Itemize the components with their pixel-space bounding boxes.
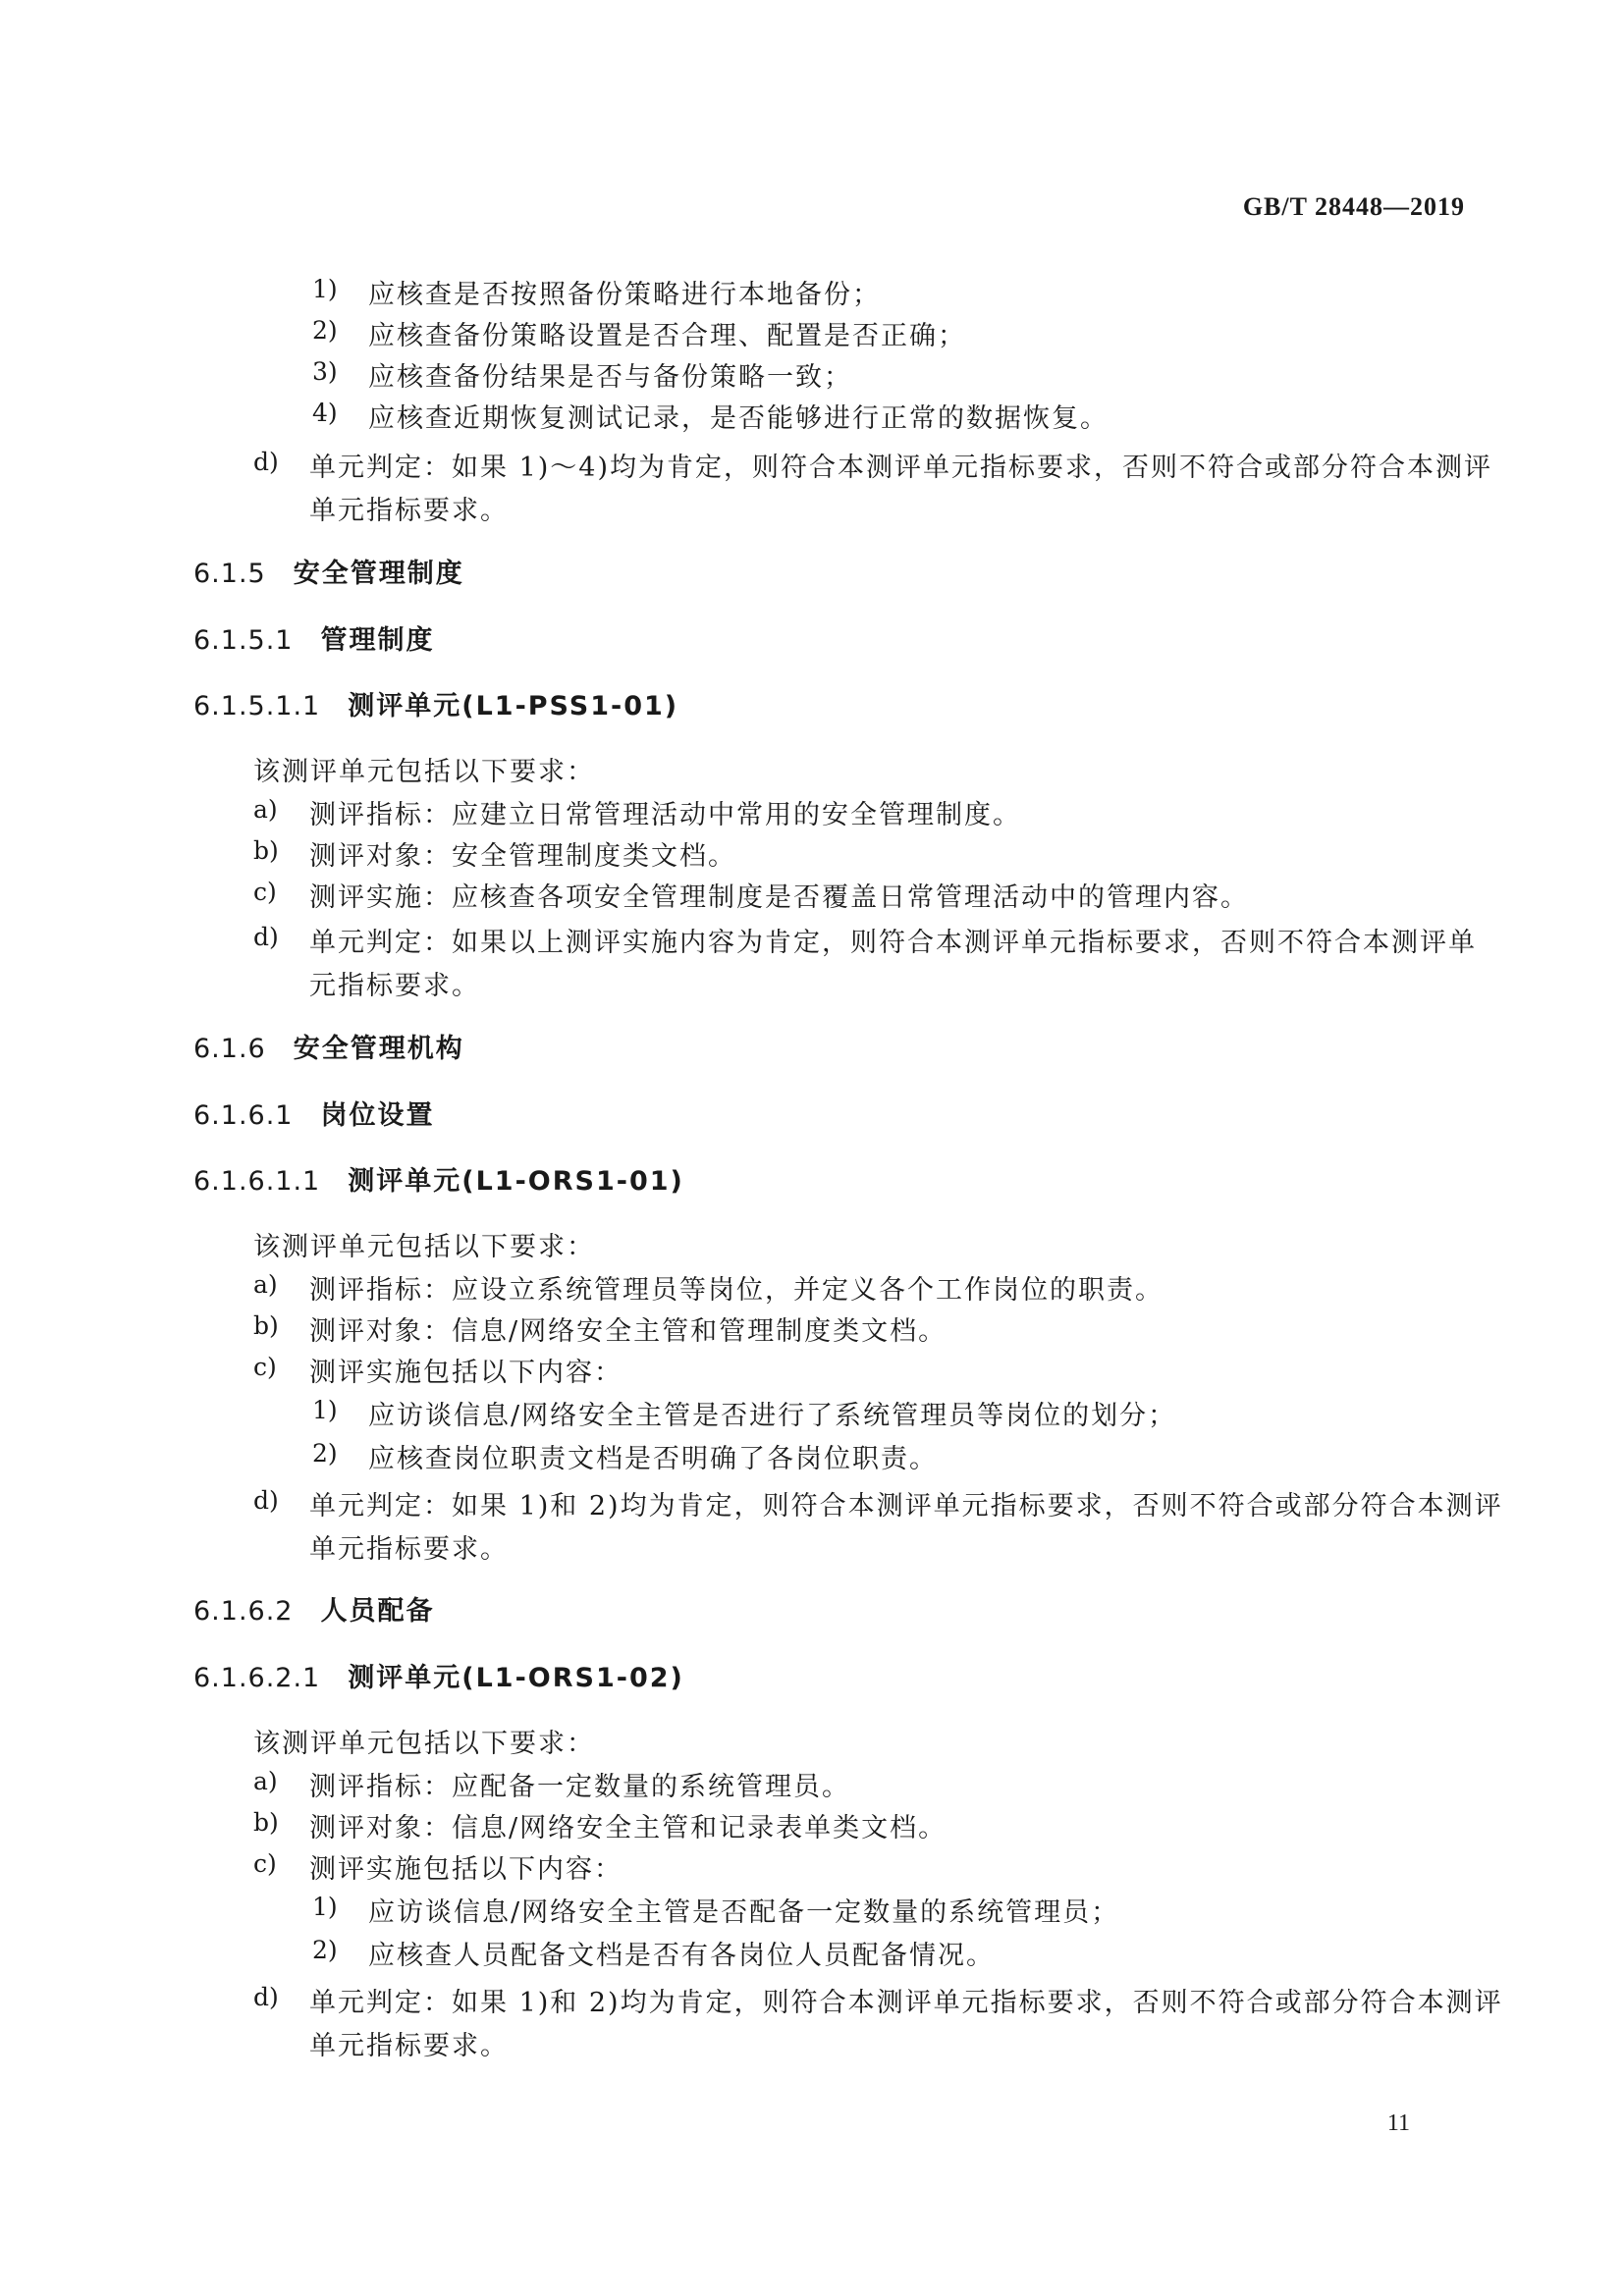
list-item: 应访谈信息/网络安全主管是否进行了系统管理员等岗位的划分；: [368, 1401, 1177, 1431]
section-number: 6.1.6.2: [193, 1596, 294, 1627]
judgement-text: 单元判定：如果以上测评实施内容为肯定，则符合本测评单元指标要求，否则不符合本测评单: [309, 928, 1477, 958]
list-item: 测评实施包括以下内容：: [309, 1358, 623, 1388]
section-heading: [193, 1656, 684, 1694]
section-heading: [193, 1159, 684, 1198]
section-number: 6.1.6.1.1: [193, 1166, 321, 1197]
judgement-text-cont: 单元指标要求。: [309, 2031, 509, 2061]
section-heading: [193, 552, 464, 590]
list-marker: 4): [312, 399, 338, 427]
list-marker: d): [253, 448, 279, 476]
section-heading: [193, 684, 678, 722]
list-item: 应核查人员配备文档是否有各岗位人员配备情况。: [368, 1941, 995, 1971]
section-heading: [193, 1094, 434, 1132]
judgement-text-cont: 元指标要求。: [309, 971, 480, 1001]
intro-text: 该测评单元包括以下要求：: [253, 1232, 595, 1262]
judgement-text: 单元判定：如果 1)和 2)均为肯定，则符合本测评单元指标要求，否则不符合或部分符合本测评: [309, 1491, 1503, 1522]
list-marker: c): [253, 878, 277, 906]
section-title: 安全管理机构: [293, 1034, 464, 1064]
list-item: 测评对象：信息/网络安全主管和管理制度类文档。: [309, 1316, 947, 1347]
list-marker: d): [253, 1983, 279, 2011]
list-item: 测评指标：应设立系统管理员等岗位，并定义各个工作岗位的职责。: [309, 1275, 1164, 1306]
list-marker: c): [253, 1849, 277, 1878]
section-title: 岗位设置: [320, 1100, 435, 1131]
page-number: 11: [1386, 2110, 1410, 2136]
section-number: 6.1.5.1: [193, 625, 294, 656]
section-number: 6.1.5.1.1: [193, 691, 321, 721]
section-number: 6.1.6.1: [193, 1100, 294, 1131]
list-item: 测评实施：应核查各项安全管理制度是否覆盖日常管理活动中的管理内容。: [309, 882, 1249, 913]
list-marker: a): [253, 795, 278, 824]
list-item: 测评实施包括以下内容：: [309, 1854, 623, 1885]
list-item: 测评对象：信息/网络安全主管和记录表单类文档。: [309, 1813, 947, 1843]
intro-text: 该测评单元包括以下要求：: [253, 1729, 595, 1759]
standard-code: GB/T 28448—2019: [1242, 192, 1465, 221]
list-marker: 1): [312, 1893, 338, 1921]
list-marker: 2): [312, 1439, 338, 1468]
list-item: 测评对象：安全管理制度类文档。: [309, 841, 736, 872]
list-marker: d): [253, 923, 279, 951]
judgement-text-cont: 单元指标要求。: [309, 496, 509, 526]
list-item: 应核查岗位职责文档是否明确了各岗位职责。: [368, 1444, 938, 1474]
list-item: 应核查备份策略设置是否合理、配置是否正确；: [368, 321, 966, 351]
section-number: 6.1.6: [193, 1034, 266, 1064]
list-item: 应核查备份结果是否与备份策略一致；: [368, 362, 852, 393]
section-title: 管理制度: [320, 625, 435, 656]
list-item: 应核查近期恢复测试记录，是否能够进行正常的数据恢复。: [368, 403, 1109, 434]
section-title: 人员配备: [320, 1596, 435, 1627]
section-heading: [193, 618, 434, 657]
list-item: 测评指标：应建立日常管理活动中常用的安全管理制度。: [309, 800, 1021, 830]
list-marker: 1): [312, 1396, 338, 1424]
list-item: 应核查是否按照备份策略进行本地备份；: [368, 280, 881, 310]
list-item: 测评指标：应配备一定数量的系统管理员。: [309, 1772, 850, 1802]
intro-text: 该测评单元包括以下要求：: [253, 757, 595, 787]
list-marker: d): [253, 1486, 279, 1515]
section-title: 测评单元(L1-ORS1-02): [348, 1663, 684, 1693]
judgement-text-cont: 单元指标要求。: [309, 1534, 509, 1565]
list-marker: 2): [312, 1936, 338, 1964]
judgement-text: 单元判定：如果 1)～4)均为肯定，则符合本测评单元指标要求，否则不符合或部分符合本测评: [309, 453, 1493, 483]
judgement-text: 单元判定：如果 1)和 2)均为肯定，则符合本测评单元指标要求，否则不符合或部分符合本测评: [309, 1988, 1503, 2018]
section-number: 6.1.6.2.1: [193, 1663, 321, 1693]
section-title: 安全管理制度: [293, 559, 464, 589]
section-title: 测评单元(L1-ORS1-01): [348, 1166, 684, 1197]
list-marker: a): [253, 1767, 278, 1795]
list-marker: a): [253, 1270, 278, 1299]
list-marker: 2): [312, 316, 338, 345]
list-marker: 1): [312, 275, 338, 303]
list-marker: b): [253, 1808, 279, 1837]
list-marker: c): [253, 1353, 277, 1381]
section-heading: [193, 1589, 434, 1628]
list-marker: 3): [312, 357, 338, 386]
list-marker: b): [253, 836, 279, 865]
list-item: 应访谈信息/网络安全主管是否配备一定数量的系统管理员；: [368, 1897, 1120, 1928]
section-heading: [193, 1027, 464, 1065]
section-title: 测评单元(L1-PSS1-01): [348, 691, 679, 721]
list-marker: b): [253, 1311, 279, 1340]
section-number: 6.1.5: [193, 559, 266, 589]
